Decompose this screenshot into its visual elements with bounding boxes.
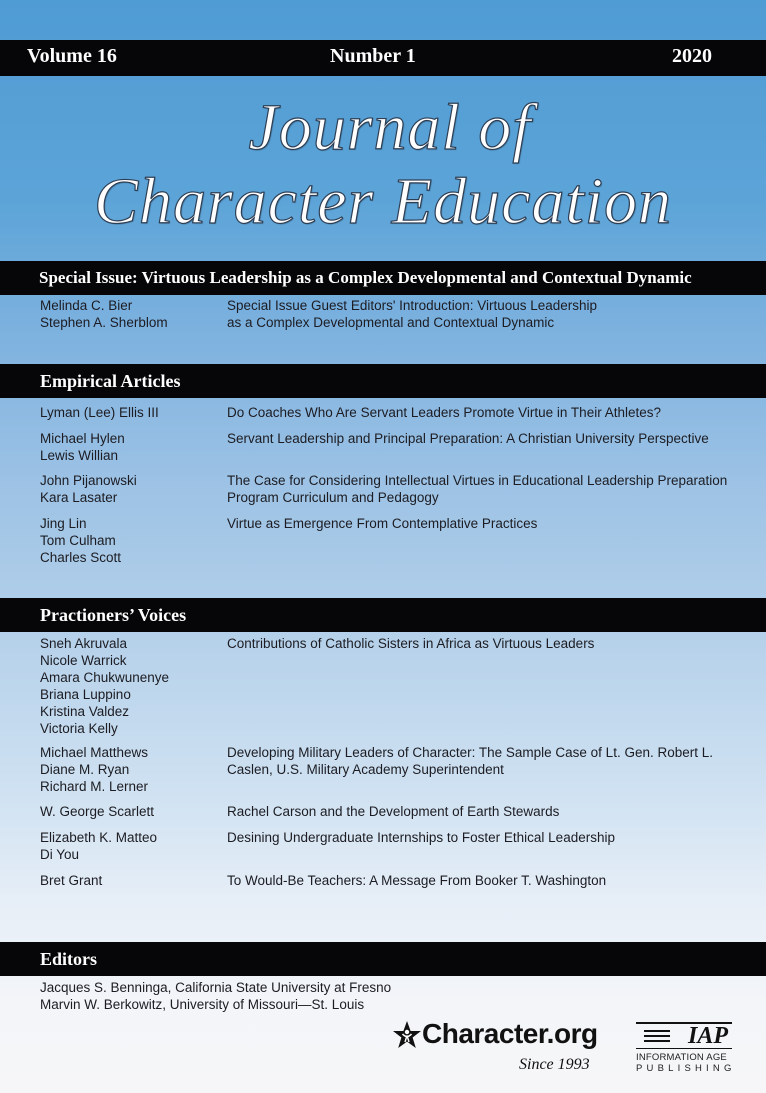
title-line: Servant Leadership and Principal Preparation: A Christian University Perspective bbox=[227, 431, 709, 446]
author: Lewis Willian bbox=[40, 448, 119, 463]
author: Michael Matthews bbox=[40, 745, 149, 760]
editors-list bbox=[40, 979, 391, 1013]
entry-title bbox=[227, 635, 747, 652]
title-line: Do Coaches Who Are Servant Leaders Promote Virtue in Their Athletes? bbox=[227, 405, 661, 420]
iap-mark-text: IAP bbox=[687, 1022, 728, 1049]
author: Bret Grant bbox=[40, 873, 103, 888]
author: Michael Hylen bbox=[40, 431, 125, 446]
journal-title-line1: Journal of bbox=[248, 91, 532, 164]
volume-label: Volume 16 bbox=[27, 45, 117, 67]
entry-title bbox=[227, 829, 747, 846]
issue-info-bar bbox=[0, 40, 766, 76]
title-line: Virtue as Emergence From Contemplative Practices bbox=[227, 516, 538, 531]
title-line: The Case for Considering Intellectual Virtues in Educational Leadership Preparation bbox=[227, 473, 728, 488]
title-line: Program Curriculum and Pedagogy bbox=[227, 490, 439, 505]
entry-authors bbox=[40, 472, 137, 506]
editor: Marvin W. Berkowitz, University of Missouri—St. Louis bbox=[40, 997, 365, 1012]
author: Kristina Valdez bbox=[40, 704, 130, 719]
practitioners-voices-header bbox=[0, 598, 766, 632]
author: Tom Culham bbox=[40, 533, 116, 548]
entry-authors bbox=[40, 430, 125, 464]
title-line: Rachel Carson and the Development of Earth Stewards bbox=[227, 804, 560, 819]
entry-authors bbox=[40, 829, 157, 863]
title-line: as a Complex Developmental and Contextual Dynamic bbox=[227, 315, 555, 330]
section-heading: Special Issue: Virtuous Leadership as a Complex Developmental and Contextual Dynamic bbox=[39, 268, 692, 287]
star-person-icon bbox=[392, 1020, 422, 1050]
special-issue-header bbox=[0, 261, 766, 295]
title-line: Special Issue Guest Editors' Introduction: Virtuous Leadership bbox=[227, 298, 598, 313]
entry-authors bbox=[40, 872, 102, 889]
title-line: Desining Undergraduate Internships to Foster Ethical Leadership bbox=[227, 830, 615, 845]
title-line: Caslen, U.S. Military Academy Superintendent bbox=[227, 762, 504, 777]
entry-title bbox=[227, 803, 747, 820]
author: Richard M. Lerner bbox=[40, 779, 149, 794]
character-org-name: Character.org bbox=[422, 1018, 598, 1049]
entry-title bbox=[227, 430, 747, 447]
author: Di You bbox=[40, 847, 80, 862]
author: Charles Scott bbox=[40, 550, 122, 565]
entry-title bbox=[227, 472, 747, 506]
author: John Pijanowski bbox=[40, 473, 137, 488]
section-heading: Practioners’ Voices bbox=[40, 605, 187, 625]
entry-authors bbox=[40, 515, 121, 566]
author: Jing Lin bbox=[40, 516, 87, 531]
entry-authors bbox=[40, 803, 154, 820]
editor: Jacques S. Benninga, California State University at Fresno bbox=[40, 980, 392, 995]
author: Stephen A. Sherblom bbox=[40, 315, 168, 330]
number-label: Number 1 bbox=[330, 45, 416, 67]
iap-mark bbox=[636, 1024, 732, 1048]
title-line: Contributions of Catholic Sisters in Africa as Virtuous Leaders bbox=[227, 636, 595, 651]
author: Diane M. Ryan bbox=[40, 762, 130, 777]
author: Nicole Warrick bbox=[40, 653, 127, 668]
entry-authors bbox=[40, 635, 169, 737]
character-org-since: Since 1993 bbox=[519, 1056, 590, 1073]
author: Amara Chukwunenye bbox=[40, 670, 170, 685]
author: Briana Luppino bbox=[40, 687, 131, 702]
entry-authors bbox=[40, 744, 148, 795]
author: Melinda C. Bier bbox=[40, 298, 133, 313]
editors-header bbox=[0, 942, 766, 976]
author: Victoria Kelly bbox=[40, 721, 118, 736]
entry-title bbox=[227, 872, 747, 889]
entry-title bbox=[227, 404, 747, 421]
iap-logo bbox=[636, 1022, 736, 1074]
author: Sneh Akruvala bbox=[40, 636, 128, 651]
author: W. George Scarlett bbox=[40, 804, 155, 819]
iap-subtitle-1: INFORMATION AGE bbox=[636, 1052, 727, 1063]
author: Kara Lasater bbox=[40, 490, 118, 505]
entry-authors bbox=[40, 404, 159, 421]
title-line: To Would-Be Teachers: A Message From Booker T. Washington bbox=[227, 873, 607, 888]
iap-subtitle-2: PUBLISHING bbox=[636, 1063, 736, 1074]
section-heading: Editors bbox=[40, 949, 98, 969]
author: Elizabeth K. Matteo bbox=[40, 830, 158, 845]
title-line: Developing Military Leaders of Character: The Sample Case of Lt. Gen. Robert L. bbox=[227, 745, 713, 760]
year-label: 2020 bbox=[672, 45, 712, 67]
entry-title bbox=[227, 515, 747, 532]
section-heading: Empirical Articles bbox=[40, 371, 181, 391]
empirical-articles-header bbox=[0, 364, 766, 398]
journal-title-line2: Character Education bbox=[93, 165, 673, 238]
author: Lyman (Lee) Ellis III bbox=[40, 405, 159, 420]
speed-lines-icon bbox=[644, 1030, 670, 1045]
entry-title bbox=[227, 744, 747, 778]
entry-title bbox=[227, 297, 747, 331]
entry-authors bbox=[40, 297, 168, 331]
